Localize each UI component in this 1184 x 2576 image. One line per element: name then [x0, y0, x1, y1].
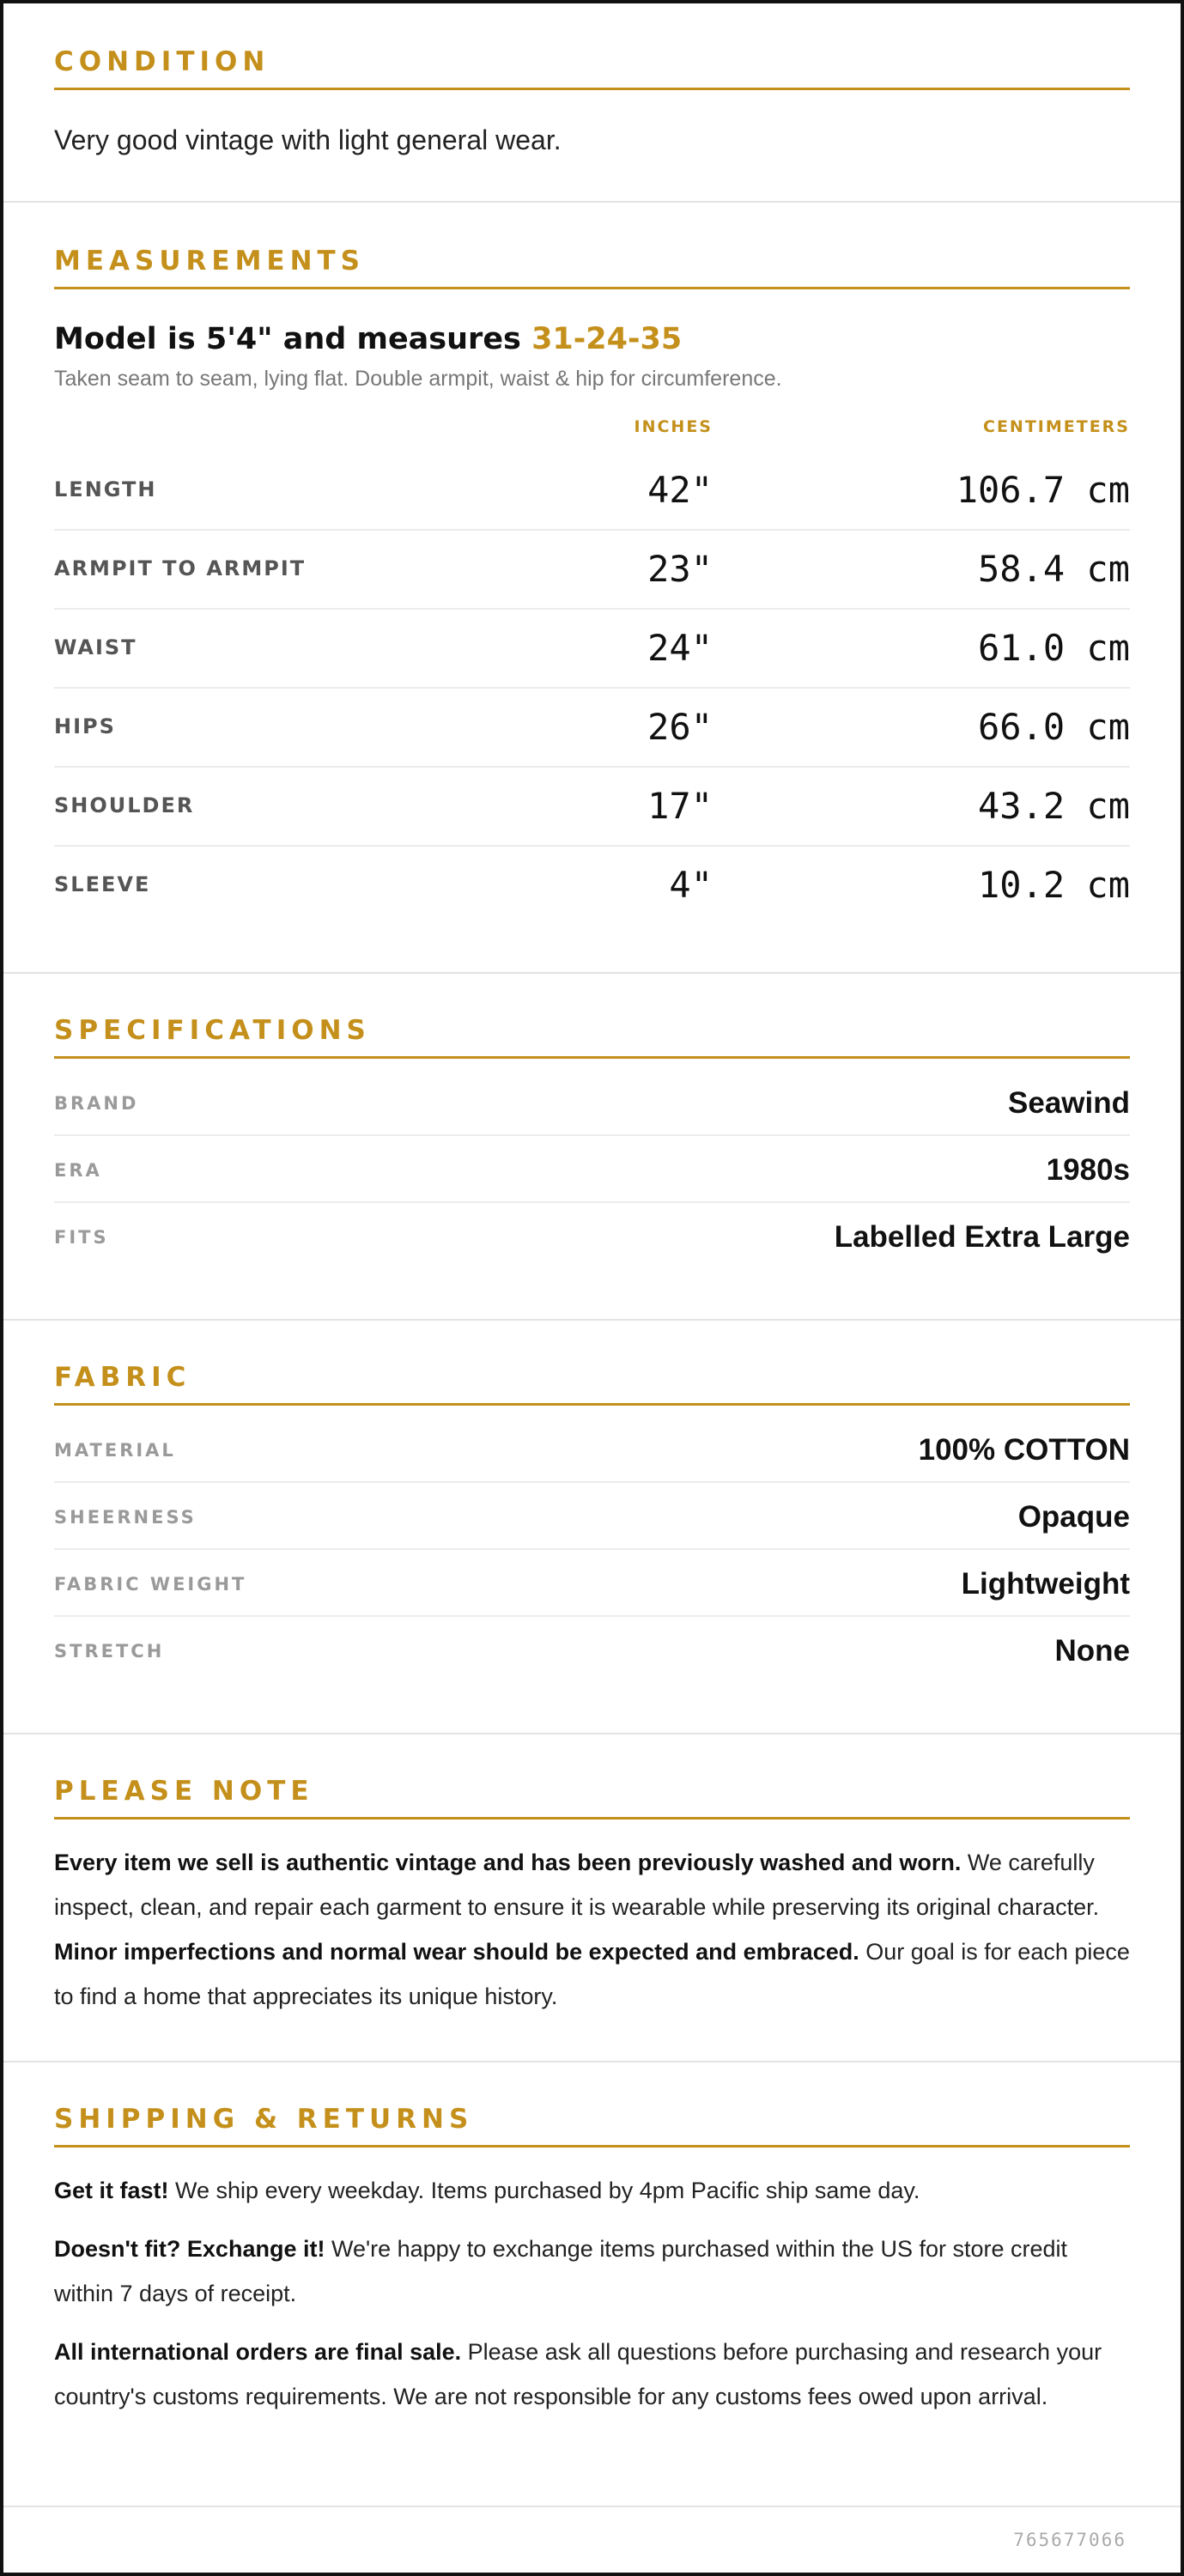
- measure-cm: 43.2 cm: [977, 785, 1130, 827]
- shipping-text-1: We ship every weekday. Items purchased by 4pm Pacific ship same day.: [168, 2178, 920, 2203]
- shipping-bold-3: All international orders are final sale.: [54, 2339, 462, 2365]
- spec-key: BRAND: [54, 1093, 139, 1114]
- measure-cm: 10.2 cm: [977, 864, 1130, 906]
- please-note-text: [54, 1840, 1130, 2019]
- please-note-heading: PLEASE NOTE: [54, 1776, 1130, 1820]
- fabric-value: 100% COTTON: [918, 1433, 1130, 1467]
- fabric-heading: FABRIC: [54, 1362, 1130, 1406]
- spec-value: Seawind: [1008, 1086, 1130, 1120]
- specifications-section: [3, 974, 1181, 1321]
- shipping-paragraph-1: [54, 2168, 1130, 2213]
- spec-value: Labelled Extra Large: [834, 1220, 1130, 1254]
- measure-label: HIPS: [54, 714, 116, 738]
- fabric-value: Lightweight: [961, 1567, 1130, 1601]
- spec-key: ERA: [54, 1160, 102, 1181]
- shipping-text-3: Please ask all questions before purchasing and research your country's customs requirements. We are not responsible for any customs fees owed upon arrival.: [54, 2339, 1102, 2409]
- measurements-section: [3, 203, 1181, 974]
- shipping-section: [3, 2063, 1181, 2507]
- specifications-list: [54, 1069, 1130, 1268]
- measure-label: ARMPIT TO ARMPIT: [54, 556, 307, 580]
- note-bold-2: Minor imperfections and normal wear should be expected and embraced.: [54, 1939, 859, 1965]
- please-note-section: [3, 1735, 1181, 2063]
- measure-label: WAIST: [54, 635, 137, 659]
- fabric-key: SHEERNESS: [54, 1507, 197, 1528]
- note-text-1: We carefully inspect, clean, and repair each garment to ensure it is wearable while preserving its original character.: [54, 1850, 1100, 1920]
- measure-row: [54, 531, 1130, 610]
- measure-cm: 106.7 cm: [956, 469, 1130, 511]
- measurements-table: [54, 452, 1130, 924]
- measure-cm: 58.4 cm: [977, 548, 1130, 590]
- measure-column-headers: [54, 417, 1130, 452]
- fabric-value: None: [1054, 1634, 1130, 1668]
- fabric-row: [54, 1483, 1130, 1550]
- fabric-row: [54, 1617, 1130, 1682]
- fabric-section: [3, 1321, 1181, 1735]
- shipping-paragraph-2: [54, 2227, 1130, 2316]
- inches-header: INCHES: [634, 417, 713, 436]
- measure-label: SHOULDER: [54, 793, 195, 817]
- fabric-list: [54, 1416, 1130, 1682]
- shipping-text-2: We're happy to exchange items purchased within the US for store credit within 7 days of receipt.: [54, 2236, 1068, 2306]
- fabric-key: FABRIC WEIGHT: [54, 1574, 247, 1595]
- measure-cm: 61.0 cm: [977, 627, 1130, 669]
- spec-row: [54, 1069, 1130, 1136]
- note-bold-1: Every item we sell is authentic vintage and has been previously washed and worn.: [54, 1850, 962, 1875]
- shipping-bold-2: Doesn't fit? Exchange it!: [54, 2236, 325, 2262]
- model-measures: [54, 322, 1130, 356]
- fabric-row: [54, 1416, 1130, 1483]
- condition-heading: CONDITION: [54, 46, 1130, 90]
- condition-text: Very good vintage with light general wear.: [54, 125, 562, 155]
- measure-row: [54, 452, 1130, 531]
- measure-inches: 42": [647, 469, 713, 511]
- spec-row: [54, 1203, 1130, 1268]
- fabric-row: [54, 1550, 1130, 1617]
- measure-inches: 23": [647, 548, 713, 590]
- measure-note: Taken seam to seam, lying flat. Double armpit, waist & hip for circumference.: [54, 367, 782, 391]
- measure-inches: 4": [669, 864, 713, 906]
- measure-inches: 26": [647, 706, 713, 748]
- measure-row: [54, 768, 1130, 847]
- sku-number: 765677066: [1013, 2530, 1126, 2550]
- fabric-value: Opaque: [1017, 1500, 1130, 1534]
- shipping-heading: SHIPPING & RETURNS: [54, 2104, 1130, 2148]
- measure-row: [54, 847, 1130, 924]
- measure-row: [54, 689, 1130, 768]
- shipping-paragraph-3: [54, 2330, 1130, 2419]
- fabric-key: STRETCH: [54, 1641, 165, 1662]
- centimeters-header: CENTIMETERS: [983, 417, 1130, 436]
- measure-inches: 24": [647, 627, 713, 669]
- fabric-key: MATERIAL: [54, 1440, 176, 1461]
- spec-value: 1980s: [1046, 1153, 1130, 1187]
- condition-section: [3, 3, 1181, 203]
- measure-row: [54, 610, 1130, 689]
- spec-key: FITS: [54, 1227, 109, 1248]
- note-text-2: Our goal is for each piece to find a home that appreciates its unique history.: [54, 1939, 1130, 2009]
- measure-label: SLEEVE: [54, 872, 151, 896]
- specifications-heading: SPECIFICATIONS: [54, 1015, 1130, 1059]
- model-prefix: Model is 5'4" and measures: [54, 322, 532, 356]
- measure-cm: 66.0 cm: [977, 706, 1130, 748]
- measurements-heading: MEASUREMENTS: [54, 246, 1130, 289]
- model-measure-value: 31-24-35: [531, 322, 683, 356]
- shipping-bold-1: Get it fast!: [54, 2178, 169, 2203]
- measure-inches: 17": [647, 785, 713, 827]
- measure-label: LENGTH: [54, 477, 157, 501]
- spec-row: [54, 1136, 1130, 1203]
